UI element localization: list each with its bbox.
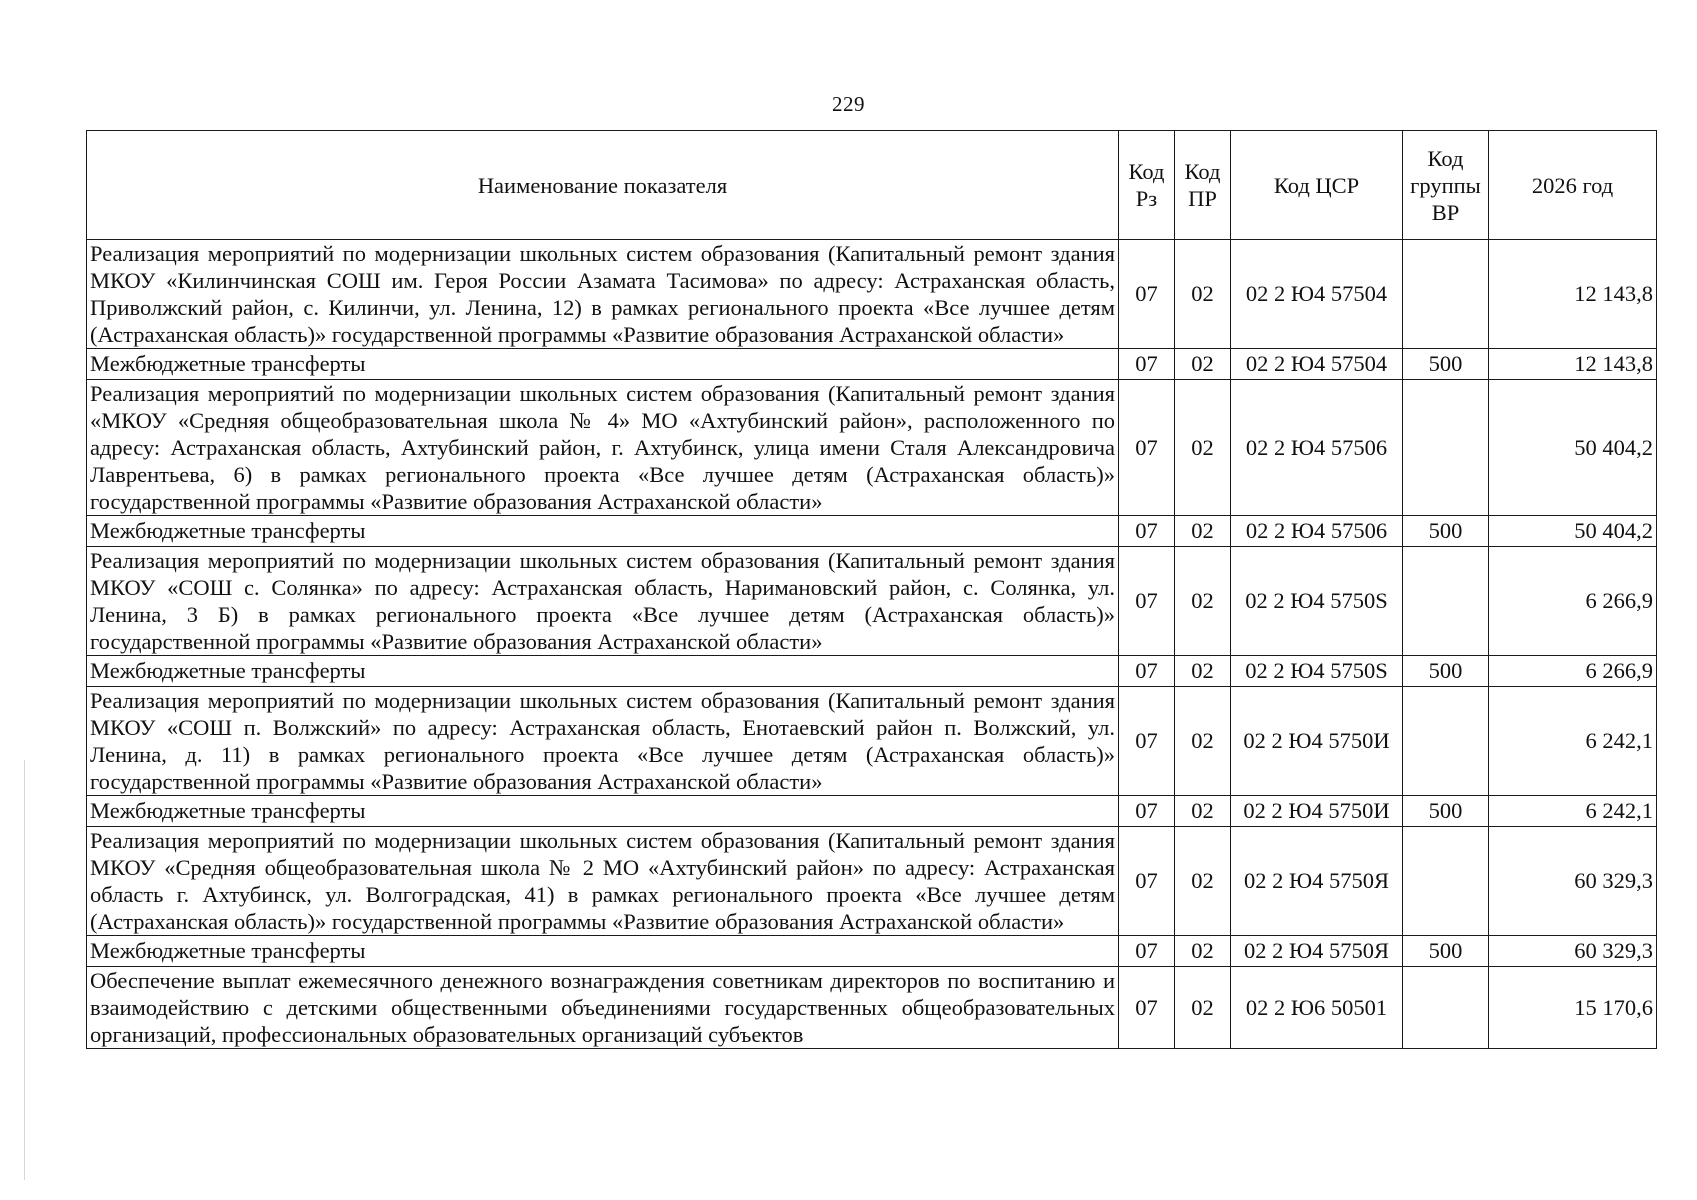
row-rz: 07 xyxy=(1119,380,1175,516)
row-amount: 12 143,8 xyxy=(1489,240,1657,349)
row-vr xyxy=(1403,827,1489,936)
row-csr: 02 2 Ю4 57506 xyxy=(1231,380,1403,516)
row-amount: 60 329,3 xyxy=(1489,827,1657,936)
row-rz: 07 xyxy=(1119,687,1175,796)
row-vr xyxy=(1403,687,1489,796)
row-csr: 02 2 Ю4 57504 xyxy=(1231,240,1403,349)
header-pr: Код ПР xyxy=(1175,131,1231,240)
header-name: Наименование показателя xyxy=(87,131,1119,240)
row-vr: 500 xyxy=(1403,656,1489,687)
row-vr xyxy=(1403,380,1489,516)
header-vr: Код группы ВР xyxy=(1403,131,1489,240)
row-vr: 500 xyxy=(1403,349,1489,380)
table-row xyxy=(87,796,1657,827)
row-csr: 02 2 Ю4 5750Я xyxy=(1231,936,1403,967)
row-name: Реализация мероприятий по модернизации школьных систем образования (Капитальный ремонт здания «МКОУ «Средняя общеобразовательная школа № 4» МО «Ахтубинский район», расположенного по адресу: Астраханская область, Ахтубинский район, г. Ахтубинск, улица имени Сталя Александровича Лаврентьева, 6) в рамках регионального проекта «Все лучшее детям (Астраханская область)» государственной программы «Развитие образования Астраханской области» xyxy=(87,380,1119,516)
row-pr: 02 xyxy=(1175,240,1231,349)
row-name: Реализация мероприятий по модернизации школьных систем образования (Капитальный ремонт здания МКОУ «Килинчинская СОШ им. Героя России Азамата Тасимова» по адресу: Астраханская область, Приволжский район, с. Килинчи, ул. Ленина, 12) в рамках регионального проекта «Все лучшее детям (Астраханская область)» государственной программы «Развитие образования Астраханской области» xyxy=(87,240,1119,349)
row-csr: 02 2 Ю4 57506 xyxy=(1231,516,1403,547)
header-csr: Код ЦСР xyxy=(1231,131,1403,240)
row-vr: 500 xyxy=(1403,796,1489,827)
table-row xyxy=(87,827,1657,936)
row-amount: 6 266,9 xyxy=(1489,656,1657,687)
table-row xyxy=(87,240,1657,349)
row-rz: 07 xyxy=(1119,240,1175,349)
header-year: 2026 год xyxy=(1489,131,1657,240)
row-pr: 02 xyxy=(1175,516,1231,547)
row-amount: 6 266,9 xyxy=(1489,547,1657,656)
header-rz: Код Рз xyxy=(1119,131,1175,240)
row-vr: 500 xyxy=(1403,936,1489,967)
row-name: Межбюджетные трансферты xyxy=(87,936,1119,967)
row-pr: 02 xyxy=(1175,967,1231,1049)
row-pr: 02 xyxy=(1175,547,1231,656)
row-csr: 02 2 Ю4 5750Я xyxy=(1231,827,1403,936)
scan-edge-mark xyxy=(24,760,25,1180)
row-pr: 02 xyxy=(1175,687,1231,796)
row-name: Обеспечение выплат ежемесячного денежного вознаграждения советникам директоров по воспитанию и взаимодействию с детскими общественными объединениями государственных общеобразовательных организаций, профессиональных образовательных организаций субъектов xyxy=(87,967,1119,1049)
budget-table xyxy=(86,130,1657,1049)
row-vr xyxy=(1403,240,1489,349)
row-name: Межбюджетные трансферты xyxy=(87,349,1119,380)
table-row xyxy=(87,516,1657,547)
row-rz: 07 xyxy=(1119,547,1175,656)
row-csr: 02 2 Ю4 5750И xyxy=(1231,796,1403,827)
row-vr: 500 xyxy=(1403,516,1489,547)
row-rz: 07 xyxy=(1119,349,1175,380)
row-csr: 02 2 Ю4 5750И xyxy=(1231,687,1403,796)
row-pr: 02 xyxy=(1175,349,1231,380)
row-amount: 6 242,1 xyxy=(1489,796,1657,827)
table-row xyxy=(87,656,1657,687)
row-amount: 12 143,8 xyxy=(1489,349,1657,380)
table-row xyxy=(87,967,1657,1049)
table-row xyxy=(87,349,1657,380)
row-pr: 02 xyxy=(1175,827,1231,936)
row-amount: 50 404,2 xyxy=(1489,516,1657,547)
row-rz: 07 xyxy=(1119,796,1175,827)
row-csr: 02 2 Ю4 5750S xyxy=(1231,547,1403,656)
row-rz: 07 xyxy=(1119,967,1175,1049)
row-rz: 07 xyxy=(1119,936,1175,967)
row-csr: 02 2 Ю4 57504 xyxy=(1231,349,1403,380)
page-number: 229 xyxy=(832,92,865,116)
row-name: Реализация мероприятий по модернизации школьных систем образования (Капитальный ремонт здания МКОУ «СОШ с. Солянка» по адресу: Астраханская область, Наримановский район, с. Солянка, ул. Ленина, 3 Б) в рамках регионального проекта «Все лучшее детям (Астраханская область)» государственной программы «Развитие образования Астраханской области» xyxy=(87,547,1119,656)
row-rz: 07 xyxy=(1119,516,1175,547)
row-pr: 02 xyxy=(1175,656,1231,687)
table-row xyxy=(87,547,1657,656)
row-csr: 02 2 Ю6 50501 xyxy=(1231,967,1403,1049)
table-row xyxy=(87,380,1657,516)
table-row xyxy=(87,687,1657,796)
row-amount: 60 329,3 xyxy=(1489,936,1657,967)
table-header-row xyxy=(87,131,1657,240)
row-pr: 02 xyxy=(1175,380,1231,516)
row-amount: 15 170,6 xyxy=(1489,967,1657,1049)
row-name: Межбюджетные трансферты xyxy=(87,656,1119,687)
row-vr xyxy=(1403,967,1489,1049)
row-pr: 02 xyxy=(1175,796,1231,827)
row-name: Реализация мероприятий по модернизации школьных систем образования (Капитальный ремонт здания МКОУ «СОШ п. Волжский» по адресу: Астраханская область, Енотаевский район п. Волжский, ул. Ленина, д. 11) в рамках регионального проекта «Все лучшее детям (Астраханская область)» государственной программы «Развитие образования Астраханской области» xyxy=(87,687,1119,796)
row-name: Межбюджетные трансферты xyxy=(87,796,1119,827)
row-rz: 07 xyxy=(1119,656,1175,687)
row-amount: 6 242,1 xyxy=(1489,687,1657,796)
row-name: Реализация мероприятий по модернизации школьных систем образования (Капитальный ремонт здания МКОУ «Средняя общеобразовательная школа № 2 МО «Ахтубинский район» по адресу: Астраханская область г. Ахтубинск, ул. Волгоградская, 41) в рамках регионального проекта «Все лучшее детям (Астраханская область)» государственной программы «Развитие образования Астраханской области» xyxy=(87,827,1119,936)
row-csr: 02 2 Ю4 5750S xyxy=(1231,656,1403,687)
row-name: Межбюджетные трансферты xyxy=(87,516,1119,547)
row-amount: 50 404,2 xyxy=(1489,380,1657,516)
row-rz: 07 xyxy=(1119,827,1175,936)
row-pr: 02 xyxy=(1175,936,1231,967)
row-vr xyxy=(1403,547,1489,656)
table-row xyxy=(87,936,1657,967)
